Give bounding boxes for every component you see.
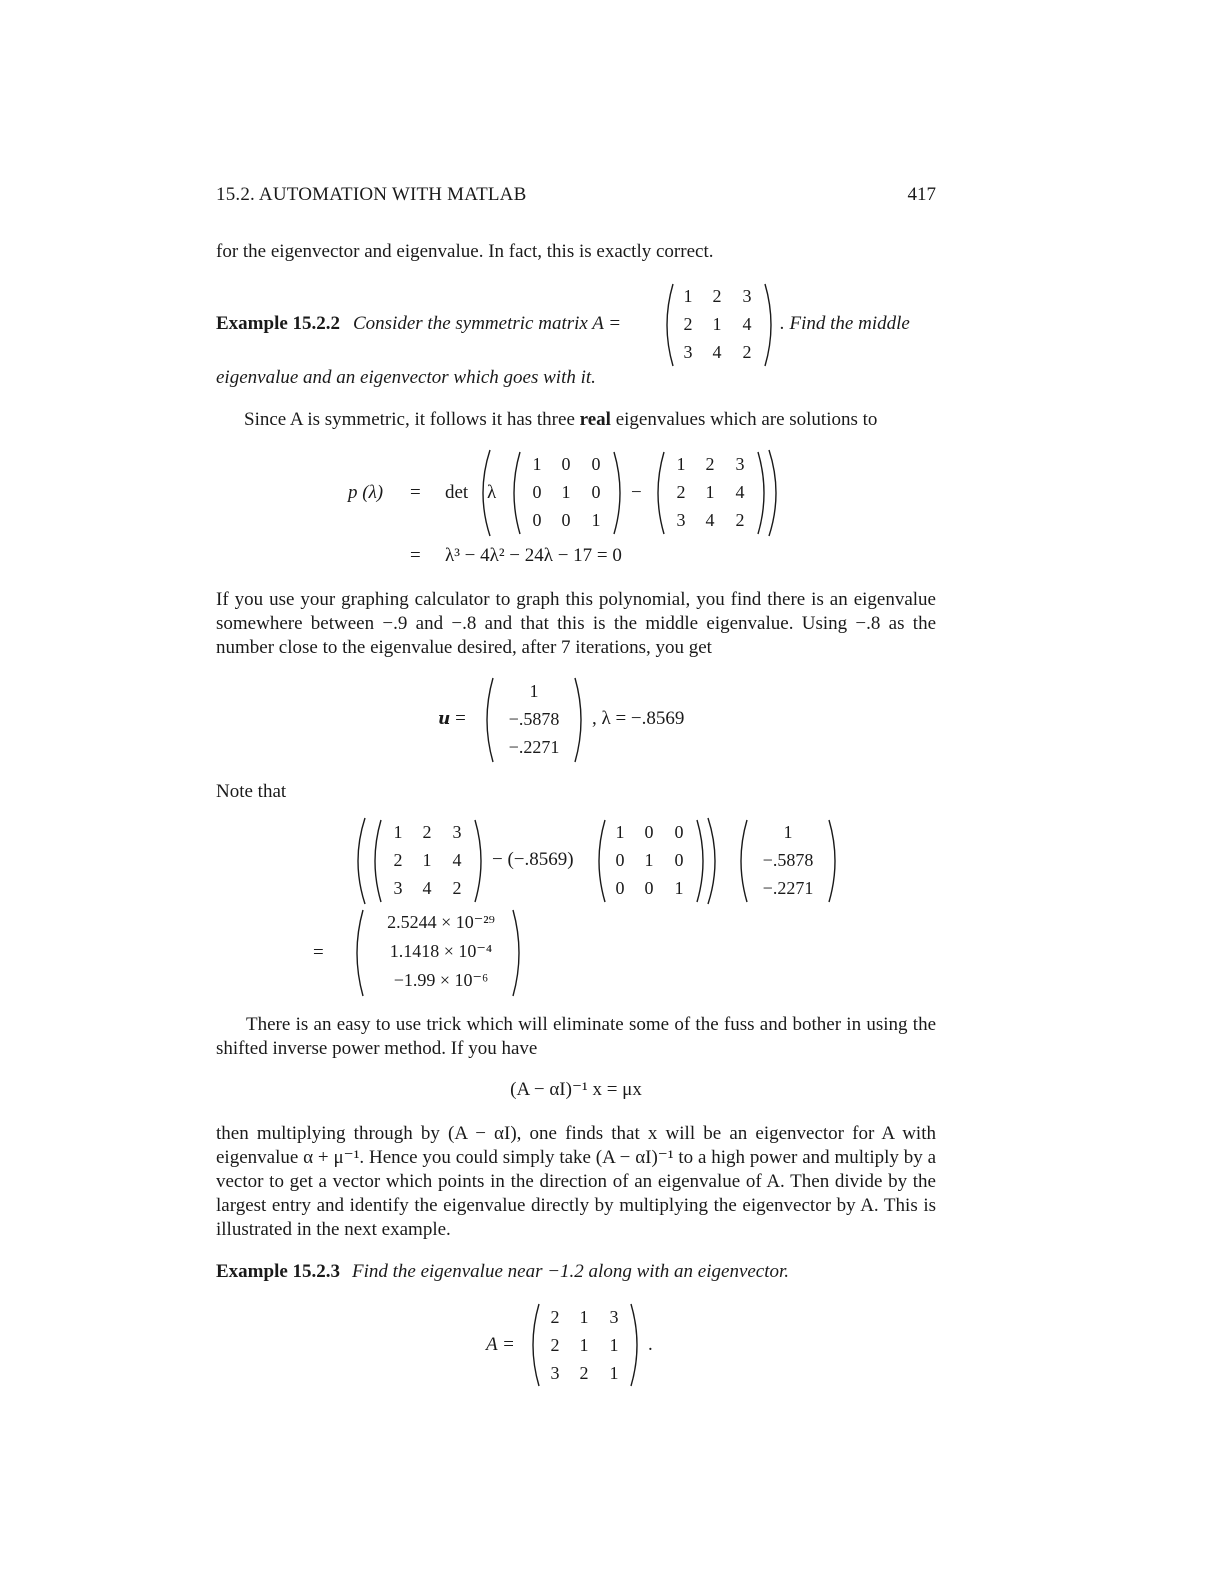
- shift-term: − (−.8569): [492, 849, 574, 870]
- right-paren: [762, 282, 778, 368]
- intro-line: for the eigenvector and eigenvalue. In fact, this is exactly correct.: [216, 241, 714, 262]
- note-that: Note that: [216, 781, 287, 802]
- since-paragraph: Since A is symmetric, it follows it has three real eigenvalues which are solutions to: [244, 409, 878, 430]
- example-label: Example 15.2.3: [216, 1261, 341, 1282]
- example-text: Consider the symmetric matrix A =: [353, 313, 622, 334]
- polynomial: λ³ − 4λ² − 24λ − 17 = 0: [445, 545, 622, 566]
- outer-right-paren: [766, 448, 784, 538]
- example-text-cont: eigenvalue and an eigenvector which goes with it.: [216, 367, 596, 388]
- left-paren: [660, 282, 676, 368]
- running-header: 15.2. AUTOMATION WITH MATLAB: [216, 184, 527, 205]
- multiply-paragraph: then multiplying through by (A − αI), one finds that x will be an eigenvector for A with eigenvalue α + μ⁻¹. Hence you could simply take (A − αI)⁻¹ to a high power and multiply by a vector to get a vector which points in the direction of an eigenvalue of A. Then divide by the largest entry and identify the eigenvalue directly by multiplying the eigenvector by A. This is illustrated in the next example.: [216, 1123, 936, 1240]
- det-operator: det: [445, 482, 469, 503]
- display-equation: (A − αI)⁻¹ x = μx: [510, 1079, 642, 1100]
- eigenvalue: , λ = −.8569: [592, 708, 685, 729]
- trick-paragraph: There is an easy to use trick which will eliminate some of the fuss and bother in using the shifted inverse power method. If you have: [216, 1014, 936, 1059]
- page-number: 417: [907, 184, 936, 205]
- A-equals: A =: [486, 1334, 515, 1355]
- example-text-after: . Find the middle: [780, 313, 910, 334]
- example-label: Example 15.2.2: [216, 313, 341, 334]
- example-text: Find the eigenvalue near −1.2 along with an eigenvector.: [352, 1261, 790, 1282]
- p-lambda: p (λ): [348, 482, 384, 503]
- u-equals: u =: [438, 708, 466, 729]
- graphing-paragraph: If you use your graphing calculator to graph this polynomial, you find there is an eigenvalue somewhere between −.9 and −.8 and that this is the middle eigenvalue. Using −.8 as the number close to the eigenvalue desired, after 7 iterations, you get: [216, 589, 936, 658]
